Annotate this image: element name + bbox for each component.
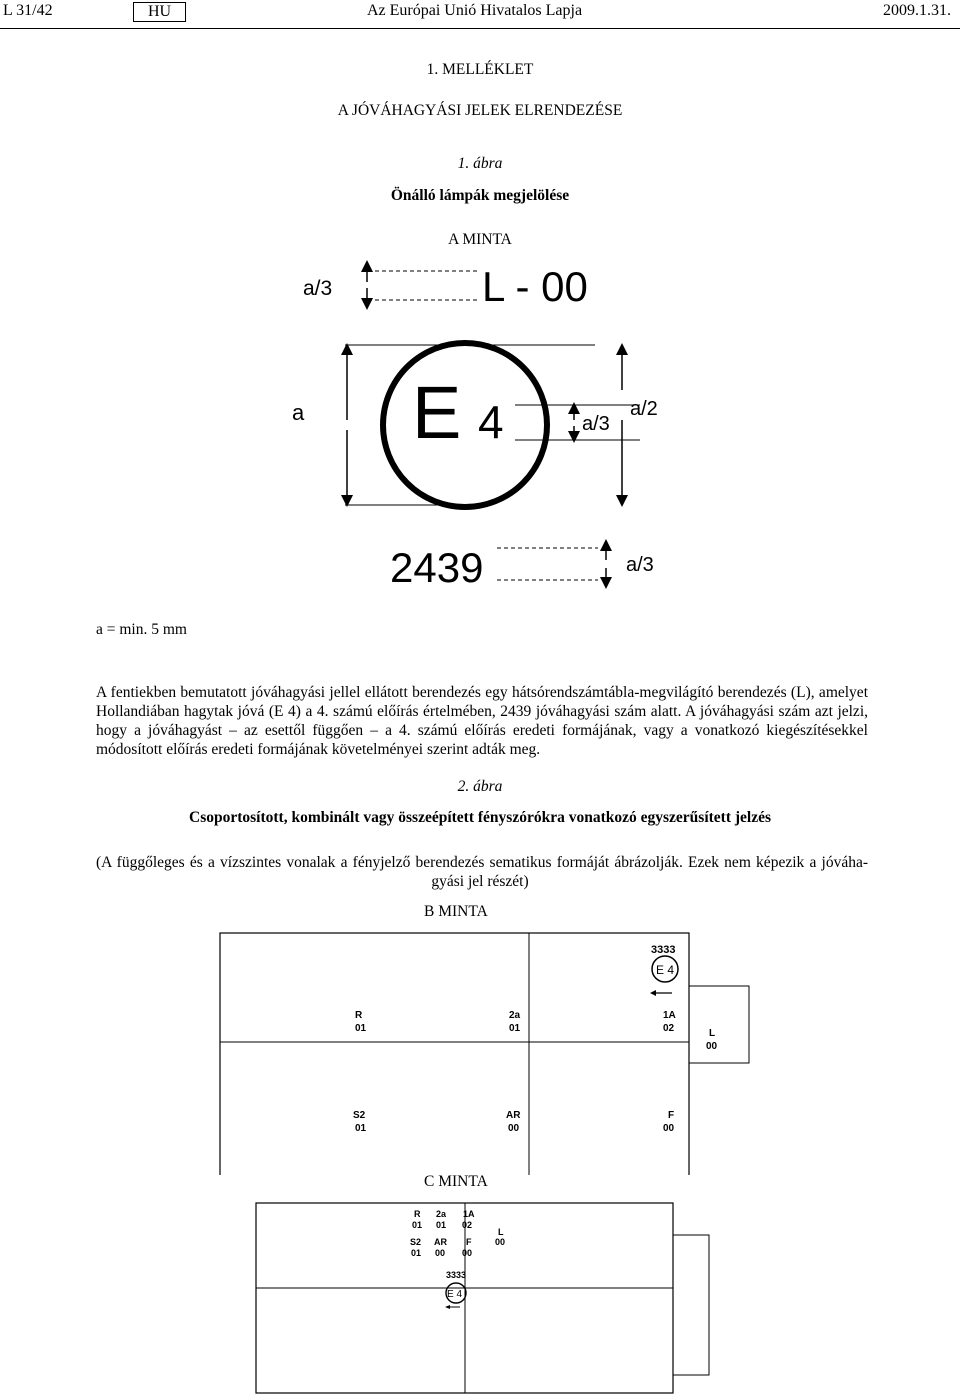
model-b-code-l: L <box>709 1028 716 1039</box>
model-c-code-ar: AR <box>434 1237 447 1247</box>
language-badge: HU <box>133 2 186 22</box>
model-b-code-ar: AR <box>506 1110 521 1121</box>
figure-1-caption: 1. ábra <box>457 155 503 172</box>
model-b-code-2a: 2a <box>509 1010 521 1021</box>
model-c-code-r: R <box>414 1209 421 1219</box>
model-c-e-mark: E 4 <box>447 1289 463 1300</box>
model-a-label: A MINTA <box>448 231 512 248</box>
model-b-diagram <box>0 920 960 1175</box>
model-c-ver-ar: 00 <box>435 1248 446 1258</box>
model-b-code-r: R <box>355 1010 363 1021</box>
e-number: 4 <box>478 396 504 448</box>
dim-a3-top: a/3 <box>303 277 333 300</box>
model-c-arrow-head <box>445 1305 450 1309</box>
model-b-ver-2a: 01 <box>509 1023 521 1034</box>
dim-a2: a/2 <box>630 398 658 420</box>
model-b-side-box <box>689 986 749 1063</box>
model-b-approval-number: 3333 <box>651 944 676 956</box>
approval-circle <box>383 343 547 507</box>
model-b-ver-r: 01 <box>355 1023 367 1034</box>
annex-title: A JÓVÁHAGYÁSI JELEK ELRENDEZÉSE <box>337 102 623 119</box>
model-c-diagram <box>0 1195 960 1395</box>
dim-a3-right: a/3 <box>582 413 610 435</box>
figure-1-description: A fentiekben bemutatott jóváhagyási jellel ellátott berendezés egy hátsórendszámtábla-megvilágító berendezés (L), amelyet Hollandiában hagytak jóvá (E 4) a 4. számú előírás értelmében, 2439 jóváhagyási szám alatt. A jóváhagyási szám azt jelzi, hogy a jóváhagyást – az esettől függően – a 4. számú előírás eredeti formájának, vagy a vonatkozó kiegészítésekkel módosított előírás eredeti formájának követelményei szerint adták meg. <box>96 684 868 758</box>
min-size-note: a = min. 5 mm <box>96 621 187 638</box>
model-c-ver-1a: 02 <box>462 1220 473 1230</box>
model-c-code-s2: S2 <box>410 1237 422 1247</box>
model-c-code-1a: 1A <box>463 1209 475 1219</box>
dim-a3-bottom: a/3 <box>626 554 654 576</box>
model-c-ver-f: 00 <box>462 1248 473 1258</box>
model-b-label: B MINTA <box>424 903 488 920</box>
model-b-code-s2: S2 <box>353 1110 366 1121</box>
model-b-ver-s2: 01 <box>355 1123 367 1134</box>
model-c-code-f: F <box>466 1237 472 1247</box>
dim-a: a <box>292 400 305 425</box>
model-c-side-box <box>673 1235 709 1375</box>
publication-date: 2009.1.31. <box>883 2 951 19</box>
approval-number: 2439 <box>390 544 484 591</box>
device-code: L - 00 <box>482 263 588 310</box>
model-c-ver-s2: 01 <box>411 1248 422 1258</box>
annex-number: 1. MELLÉKLET <box>426 61 534 78</box>
model-c-ver-l: 00 <box>495 1237 506 1247</box>
figure-2-note-line-2: gyási jel részét) <box>431 873 529 890</box>
model-b-code-1a: 1A <box>663 1010 676 1021</box>
model-c-approval-number: 3333 <box>446 1270 467 1280</box>
model-c-code-l: L <box>498 1227 504 1237</box>
model-b-ver-f: 00 <box>663 1123 675 1134</box>
model-c-ver-2a: 01 <box>436 1220 447 1230</box>
journal-title: Az Európai Unió Hivatalos Lapja <box>367 2 583 19</box>
figure-2-note-line-1: (A függőleges és a vízszintes vonalak a fényjelző berendezés sematikus formáját ábrázolják. Ezek nem képezik a jóváha- <box>96 854 868 871</box>
e-letter: E <box>412 371 462 454</box>
model-b-e-mark: E 4 <box>656 963 675 977</box>
model-c-ver-r: 01 <box>412 1220 423 1230</box>
model-b-frame <box>220 933 689 1175</box>
model-b-ver-1a: 02 <box>663 1023 675 1034</box>
model-b-code-f: F <box>668 1110 675 1121</box>
figure-2-title: Csoportosított, kombinált vagy összeépített fényszórókra vonatkozó egyszerűsített jelzés <box>189 809 771 826</box>
figure-2-caption: 2. ábra <box>457 778 503 795</box>
model-c-label: C MINTA <box>424 1173 488 1190</box>
model-b-arrow-head <box>650 990 656 996</box>
model-c-code-2a: 2a <box>436 1209 447 1219</box>
page-reference: L 31/42 <box>3 2 53 19</box>
model-b-ver-l: 00 <box>706 1041 718 1052</box>
figure-1-title: Önálló lámpák megjelölése <box>390 187 570 204</box>
model-a-diagram <box>0 0 960 600</box>
model-b-ver-ar: 00 <box>508 1123 520 1134</box>
